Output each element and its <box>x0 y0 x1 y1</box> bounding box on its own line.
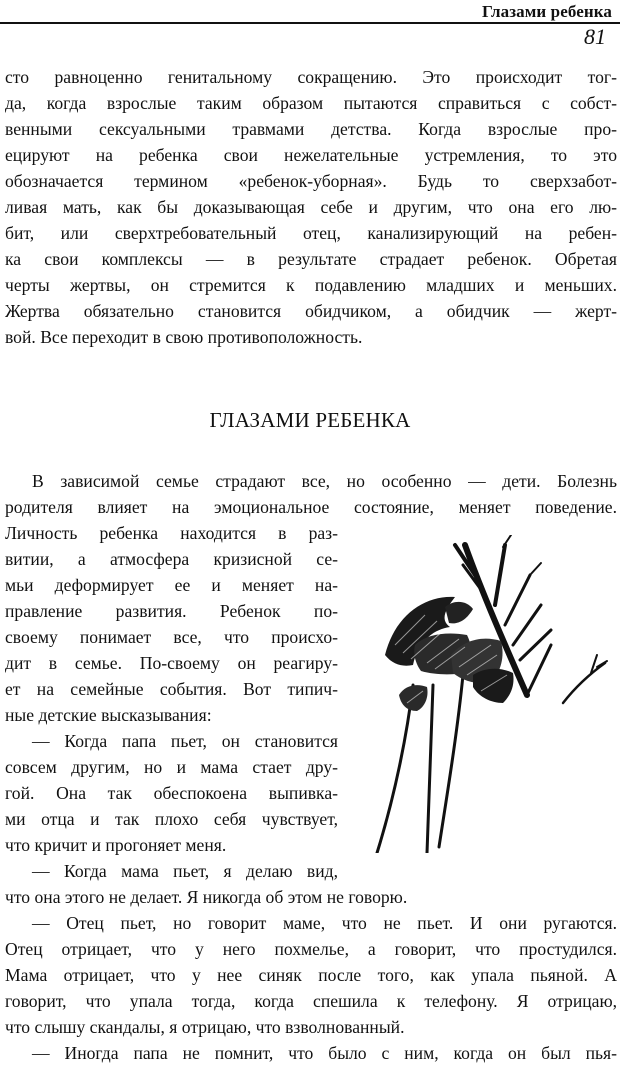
text-line: ет на семейные события. Вот типич- <box>5 679 338 699</box>
text-line: Жертва обязательно становится обидчиком, а обидчик — жерт- <box>5 301 617 321</box>
text-line: дит в семье. По-своему он реагиру- <box>5 653 338 673</box>
text-line: витии, а атмосфера кризисной се- <box>5 549 338 569</box>
text-line: Мама отрицает, что у нее синяк после того, как упала пьяной. А <box>5 965 617 985</box>
text-line: — Когда папа пьет, он становится <box>32 731 338 751</box>
text-line: ливая мать, как бы доказывающая себе и другим, что она его лю- <box>5 197 617 217</box>
text-line: ные детские высказывания: <box>5 705 212 725</box>
text-line: правление развития. Ребенок по- <box>5 601 338 621</box>
text-line: обозначается термином «ребенок-уборная». Будь то сверхзабот- <box>5 171 617 191</box>
text-line: ка свои комплексы — в результате страдает ребенок. Обретая <box>5 249 617 269</box>
text-line: родителя влияет на эмоциональное состояние, меняет поведение. <box>5 497 617 517</box>
header-rule <box>0 22 620 24</box>
text-line: бит, или сверхтребовательный отец, канализирующий на ребен- <box>5 223 617 243</box>
text-line: что она этого не делает. Я никогда об этом не говорю. <box>5 887 408 907</box>
text-line: — Когда мама пьет, я делаю вид, <box>32 861 338 881</box>
text-line: совсем другим, но и мама стает дру- <box>5 757 338 777</box>
text-line: вой. Все переходит в свою противоположность. <box>5 327 363 347</box>
text-line: Личность ребенка находится в раз- <box>5 523 338 543</box>
text-line: сто равноценно генитальному сокращению. Это происходит тог- <box>5 67 617 87</box>
text-line: черты жертвы, он стремится к подавлению младших и меньших. <box>5 275 617 295</box>
text-line: Отец отрицает, что у него похмелье, а говорит, что простудился. <box>5 939 617 959</box>
page-number: 81 <box>584 24 606 49</box>
text-line: да, когда взрослые таким образом пытаются справиться с собст- <box>5 93 617 113</box>
text-line: что кричит и прогоняет меня. <box>5 835 227 855</box>
text-line: ми отца и так плохо себя чувствует, <box>5 809 338 829</box>
text-line: венными сексуальными травмами детства. Когда взрослые про- <box>5 119 617 139</box>
running-head: Глазами ребенка <box>481 2 612 21</box>
text-line: — Иногда папа не помнит, что было с ним, когда он был пья- <box>32 1043 617 1063</box>
section-heading: ГЛАЗАМИ РЕБЕНКА <box>209 408 411 432</box>
text-line: что слышу скандалы, я отрицаю, что взволнованный. <box>5 1017 405 1037</box>
text-line: мьи деформирует ее и меняет на- <box>5 575 338 595</box>
text-line: ецируют на ребенка свои нежелательные устремления, то это <box>5 145 617 165</box>
text-line: говорит, что упала тогда, когда спешила к телефону. Я отрицаю, <box>5 991 617 1011</box>
text-line: гой. Она так обеспокоена выпивка- <box>5 783 338 803</box>
text-line: своему понимает все, что происхо- <box>5 627 338 647</box>
text-line: — Отец пьет, но говорит маме, что не пьет. И они ругаются. <box>32 913 617 933</box>
text-line: В зависимой семье страдают все, но особенно — дети. Болезнь <box>32 471 617 491</box>
tree-illustration <box>355 535 617 853</box>
